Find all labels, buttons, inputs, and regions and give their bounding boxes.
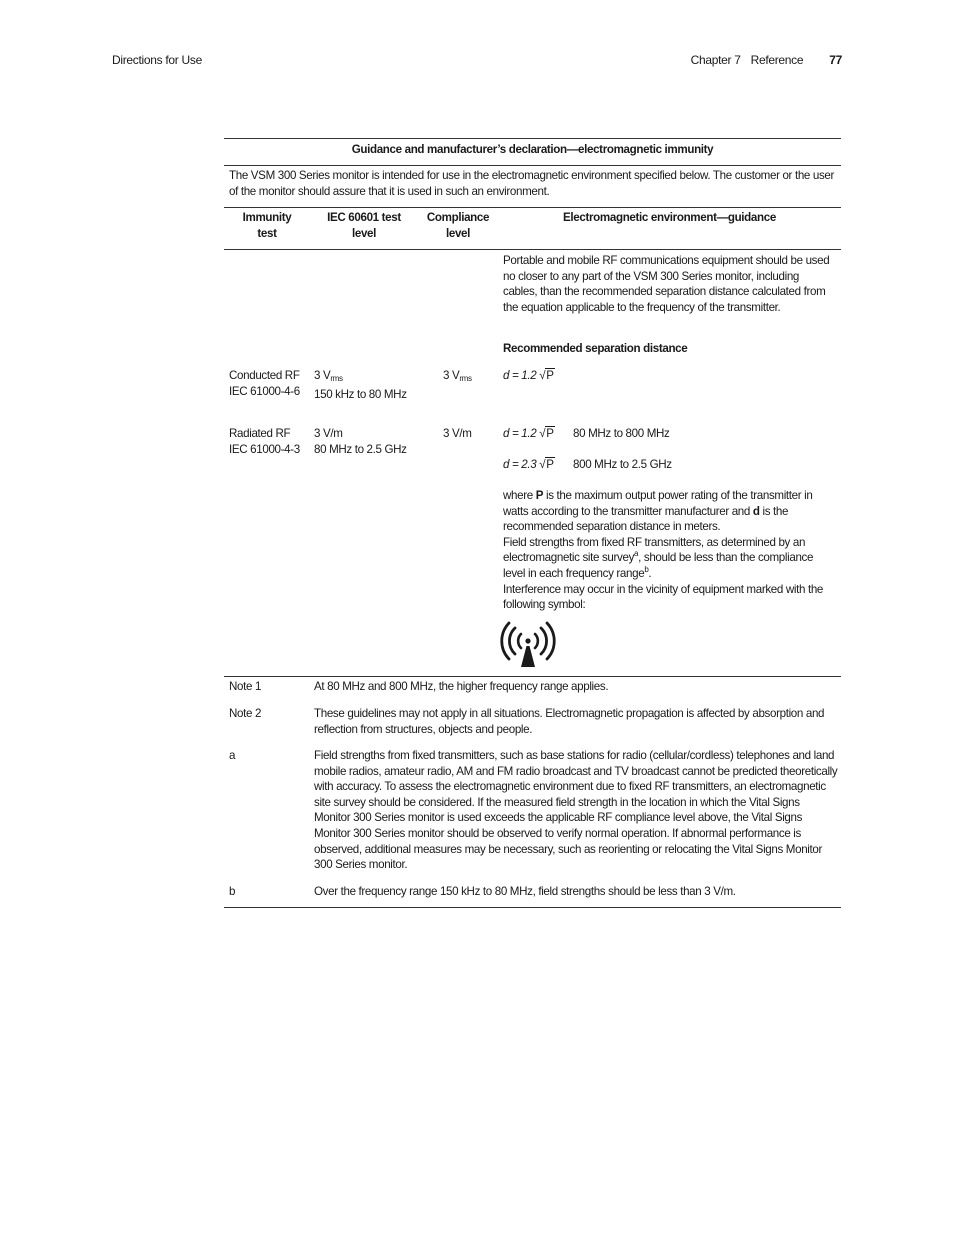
square-root-icon: √P [539, 458, 554, 471]
title-rule [224, 165, 841, 166]
note-text: At 80 MHz and 800 MHz, the higher frequency range applies. [314, 680, 609, 693]
radiated-rf-compliance: 3 V/m [443, 427, 472, 440]
note-text: Over the frequency range 150 kHz to 80 MHz, field strengths should be less than 3 V/m. [314, 885, 736, 898]
column-header-iec-level: IEC 60601 test level [327, 211, 401, 240]
table-title: Guidance and manufacturer’s declaration—electromagnetic immunity [351, 143, 714, 156]
note-text: Field strengths from fixed transmitters, such as base stations for radio (cellular/cordless) telephones and land mobile radios, amateur radio, AM and FM radio broadcast and TV broadcast cannot be predicted theoretically with accuracy. To assess the electromagnetic environment due to fixed RF transmitters, an electromagnetic site survey should be considered. If the measured field strength in the location in which the Vital Signs Monitor 300 Series monitor is used exceeds the applicable RF compliance level above, the Vital Signs Monitor 300 Series monitor should be observed to verify normal operation. If abnormal performance is observed, additional measures may be necessary, such as reorienting or relocating the Vital Signs Monitor 300 Series monitor. [314, 749, 838, 872]
non-ionizing-radiation-icon [500, 621, 556, 669]
conducted-rf-compliance: 3 $V_{rms}$ [443, 369, 472, 383]
column-header-rule [224, 249, 841, 250]
guidance-intro: Portable and mobile RF communications equipment should be used no closer to any part of the VSM 300 Series monitor, including cables, than the recommended separation distance calculated from the equation applicable to the frequency of the transmitter. [503, 254, 830, 314]
note-label: Note 2 [229, 707, 262, 720]
radiated-rf-range-1: 80 MHz to 800 MHz [573, 427, 670, 440]
radiated-rf-range-2: 800 MHz to 2.5 GHz [573, 458, 672, 471]
where-paragraph: where P is the maximum output power rating of the transmitter in watts according to the transmitter manufacturer and d is the recommended separation distance in meters. [503, 489, 813, 534]
section-label: Reference [750, 53, 804, 67]
recommended-distance-label: Recommended separation distance [503, 342, 688, 355]
column-header-guidance: Electromagnetic environment—guidance [563, 211, 776, 224]
note-label: b [229, 885, 236, 898]
page-number: 77 [829, 53, 842, 67]
note-text: These guidelines may not apply in all situations. Electromagnetic propagation is affected by absorption and reflection from structures, objects and people. [314, 707, 825, 736]
intro-rule [224, 207, 841, 208]
radiated-rf-iec-level: 3 V/m 80 MHz to 2.5 GHz [314, 427, 407, 456]
guidance-explanation [503, 488, 837, 613]
table-top-rule [224, 138, 841, 139]
radiated-rf-formula-2: d = 2.3 √P [503, 458, 554, 471]
notes-top-rule [224, 676, 841, 677]
conducted-rf-test: Conducted RF IEC 61000-4-6 [229, 369, 300, 398]
column-header-compliance-level: Compliance level [426, 211, 490, 240]
interference-paragraph: Interference may occur in the vicinity of equipment marked with the following symbol: [503, 582, 824, 612]
conducted-rf-formula: d = 1.2 √P [503, 369, 554, 382]
table-intro: The VSM 300 Series monitor is intended for use in the electromagnetic environment specified below. The customer or the user of the monitor should assure that it is used in such an environment. [229, 169, 835, 198]
square-root-icon: √P [539, 427, 554, 440]
field-strength-paragraph: Field strengths from fixed RF transmitters, as determined by an electromagnetic site survey$^a$, should be less than the compliance level in each frequency range$^b$. [503, 535, 814, 580]
running-header-title: Directions for Use [112, 53, 202, 67]
conducted-rf-iec-level: 3 $V_{rms}$ 150 kHz to 80 MHz [314, 369, 407, 401]
column-header-immunity-test: Immunity test [242, 211, 292, 240]
chapter-label: Chapter 7 [690, 53, 741, 67]
radiated-rf-test: Radiated RF IEC 61000-4-3 [229, 427, 300, 456]
note-label: Note 1 [229, 680, 262, 693]
running-header-chapter [691, 53, 842, 67]
note-label: a [229, 749, 236, 762]
table-bottom-rule [224, 907, 841, 908]
radiated-rf-formula-1: d = 1.2 √P [503, 427, 554, 440]
square-root-icon: √P [539, 369, 554, 382]
